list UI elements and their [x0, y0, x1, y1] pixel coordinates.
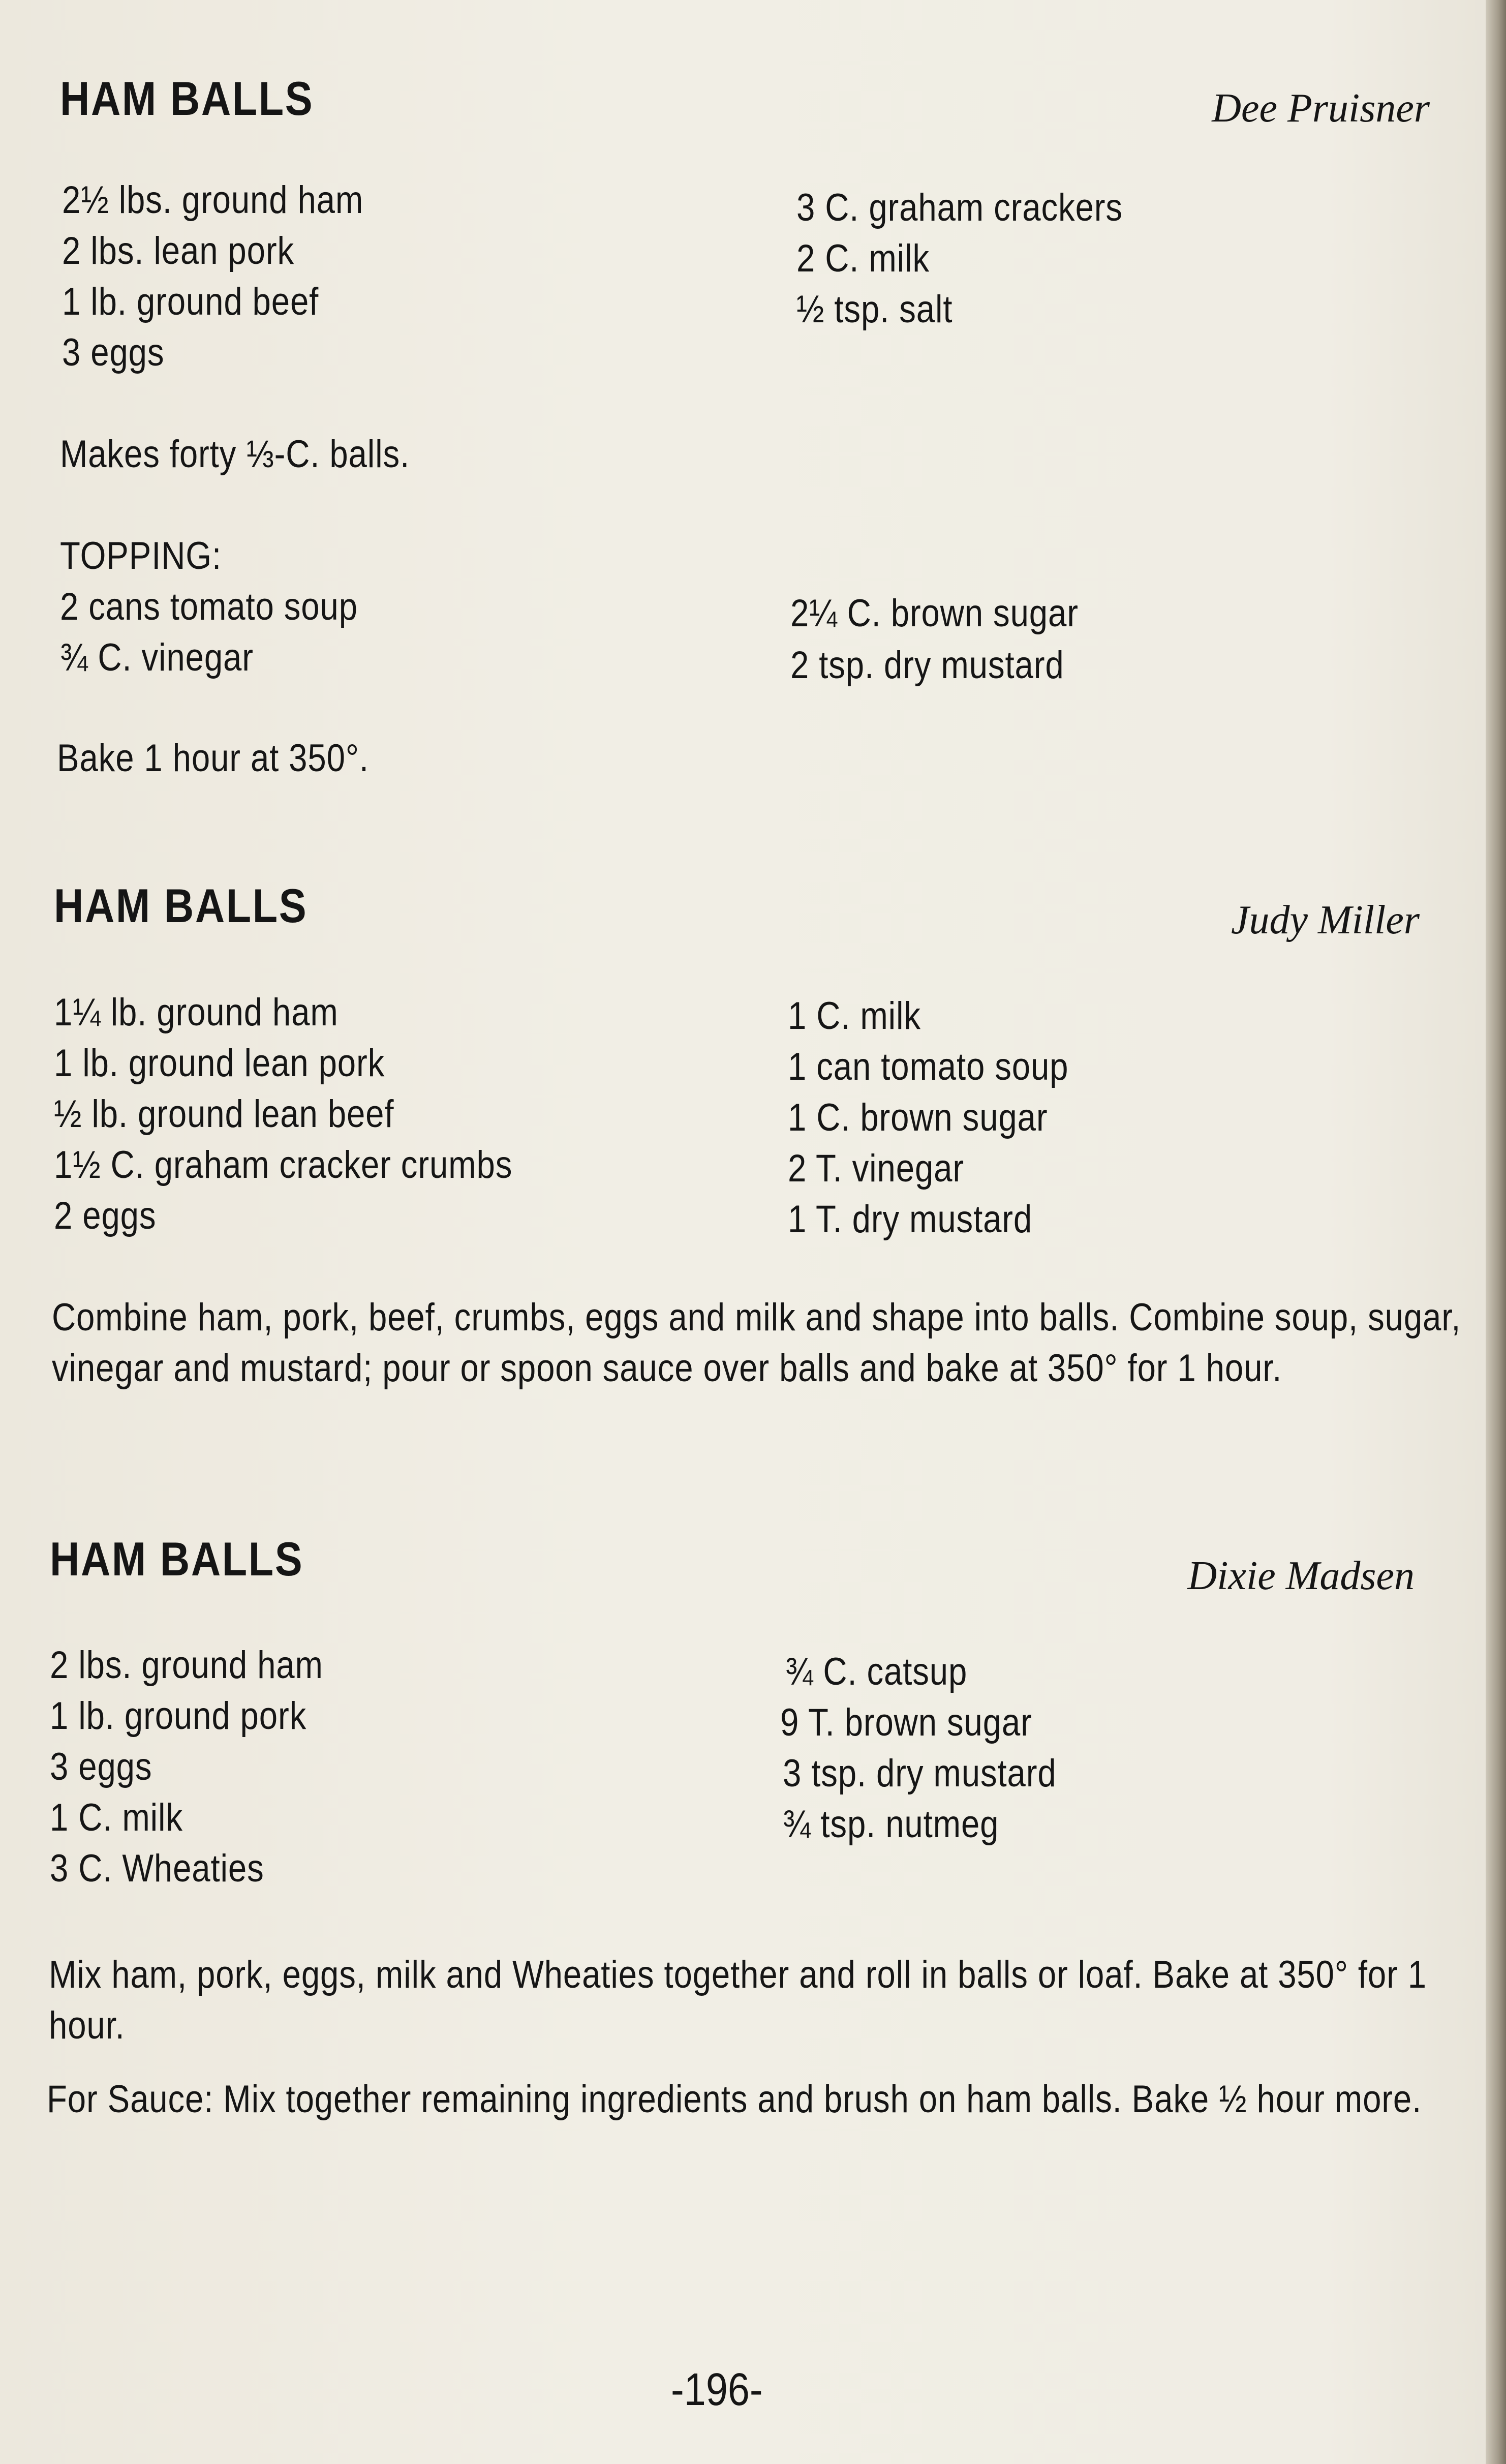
recipe-1-ingredient: 3 C. graham crackers [796, 186, 1123, 229]
recipe-3-ingredient: 3 C. Wheaties [50, 1847, 264, 1890]
recipe-1-author: Dee Pruisner [1212, 86, 1430, 131]
recipe-1-topping-item: ¾ C. vinegar [60, 636, 254, 679]
recipe-1-topping-item: 2¼ C. brown sugar [790, 592, 1079, 635]
recipe-1-topping-item: 2 tsp. dry mustard [790, 644, 1064, 687]
recipe-3-directions: Mix ham, pork, eggs, milk and Wheaties together and roll in balls or loaf. Bake at 350° for 1 hour. [49, 1953, 1427, 2047]
recipe-2-title: HAM BALLS [54, 879, 308, 932]
recipe-2-ingredient: 1 C. milk [788, 994, 921, 1038]
recipe-3-ingredient: 2 lbs. ground ham [50, 1644, 323, 1687]
recipe-2-directions: Combine ham, pork, beef, crumbs, eggs and milk and shape into balls. Combine soup, sugar, vinegar and mustard; pour or spoon sauce over balls and bake at 350° for 1 hour. [52, 1296, 1461, 1390]
recipe-2-ingredient: 1 lb. ground lean pork [54, 1042, 385, 1085]
recipe-1-yield: Makes forty ⅓-C. balls. [60, 433, 410, 476]
recipe-1-topping-item: 2 cans tomato soup [60, 585, 358, 628]
recipe-1-title: HAM BALLS [60, 72, 314, 125]
recipe-3-ingredient: 3 eggs [50, 1745, 152, 1788]
page-number: -196- [671, 2364, 763, 2415]
recipe-1-ingredient: 2 C. milk [796, 237, 930, 280]
recipe-2-ingredient: 1 T. dry mustard [788, 1198, 1033, 1241]
recipe-3-sauce: For Sauce: Mix together remaining ingredients and brush on ham balls. Bake ½ hour more. [47, 2078, 1422, 2121]
recipe-2-ingredient: 1½ C. graham cracker crumbs [54, 1143, 513, 1187]
recipe-1-ingredient: 1 lb. ground beef [62, 280, 319, 323]
recipe-2-ingredient: 1 C. brown sugar [788, 1096, 1048, 1139]
recipe-1-directions: Bake 1 hour at 350°. [57, 737, 369, 780]
recipe-3-author: Dixie Madsen [1187, 1554, 1415, 1598]
recipe-2-ingredient: 2 eggs [54, 1194, 157, 1237]
recipe-3-ingredient: 9 T. brown sugar [780, 1701, 1032, 1744]
recipe-3-ingredient: 3 tsp. dry mustard [783, 1752, 1057, 1795]
recipe-3-ingredient: ¾ tsp. nutmeg [783, 1803, 999, 1846]
recipe-3-ingredient: 1 lb. ground pork [50, 1694, 307, 1738]
recipe-1-ingredient: 2½ lbs. ground ham [62, 178, 364, 222]
recipe-1-ingredient: 3 eggs [62, 331, 165, 374]
recipe-2-author: Judy Miller [1231, 898, 1420, 942]
recipe-3-title: HAM BALLS [50, 1532, 304, 1586]
recipe-2-ingredient: 1¼ lb. ground ham [54, 991, 339, 1034]
recipe-2-ingredient: 2 T. vinegar [788, 1147, 965, 1190]
recipe-1-topping-label: TOPPING: [60, 534, 222, 577]
recipe-2-ingredient: 1 can tomato soup [788, 1045, 1069, 1088]
recipe-3-ingredient: 1 C. milk [50, 1796, 183, 1839]
recipe-1-ingredient: ½ tsp. salt [796, 288, 953, 331]
recipe-1-ingredient: 2 lbs. lean pork [62, 229, 295, 272]
page-edge [1486, 0, 1506, 2464]
recipe-3-ingredient: ¾ C. catsup [785, 1650, 968, 1693]
recipe-2-ingredient: ½ lb. ground lean beef [54, 1092, 394, 1136]
